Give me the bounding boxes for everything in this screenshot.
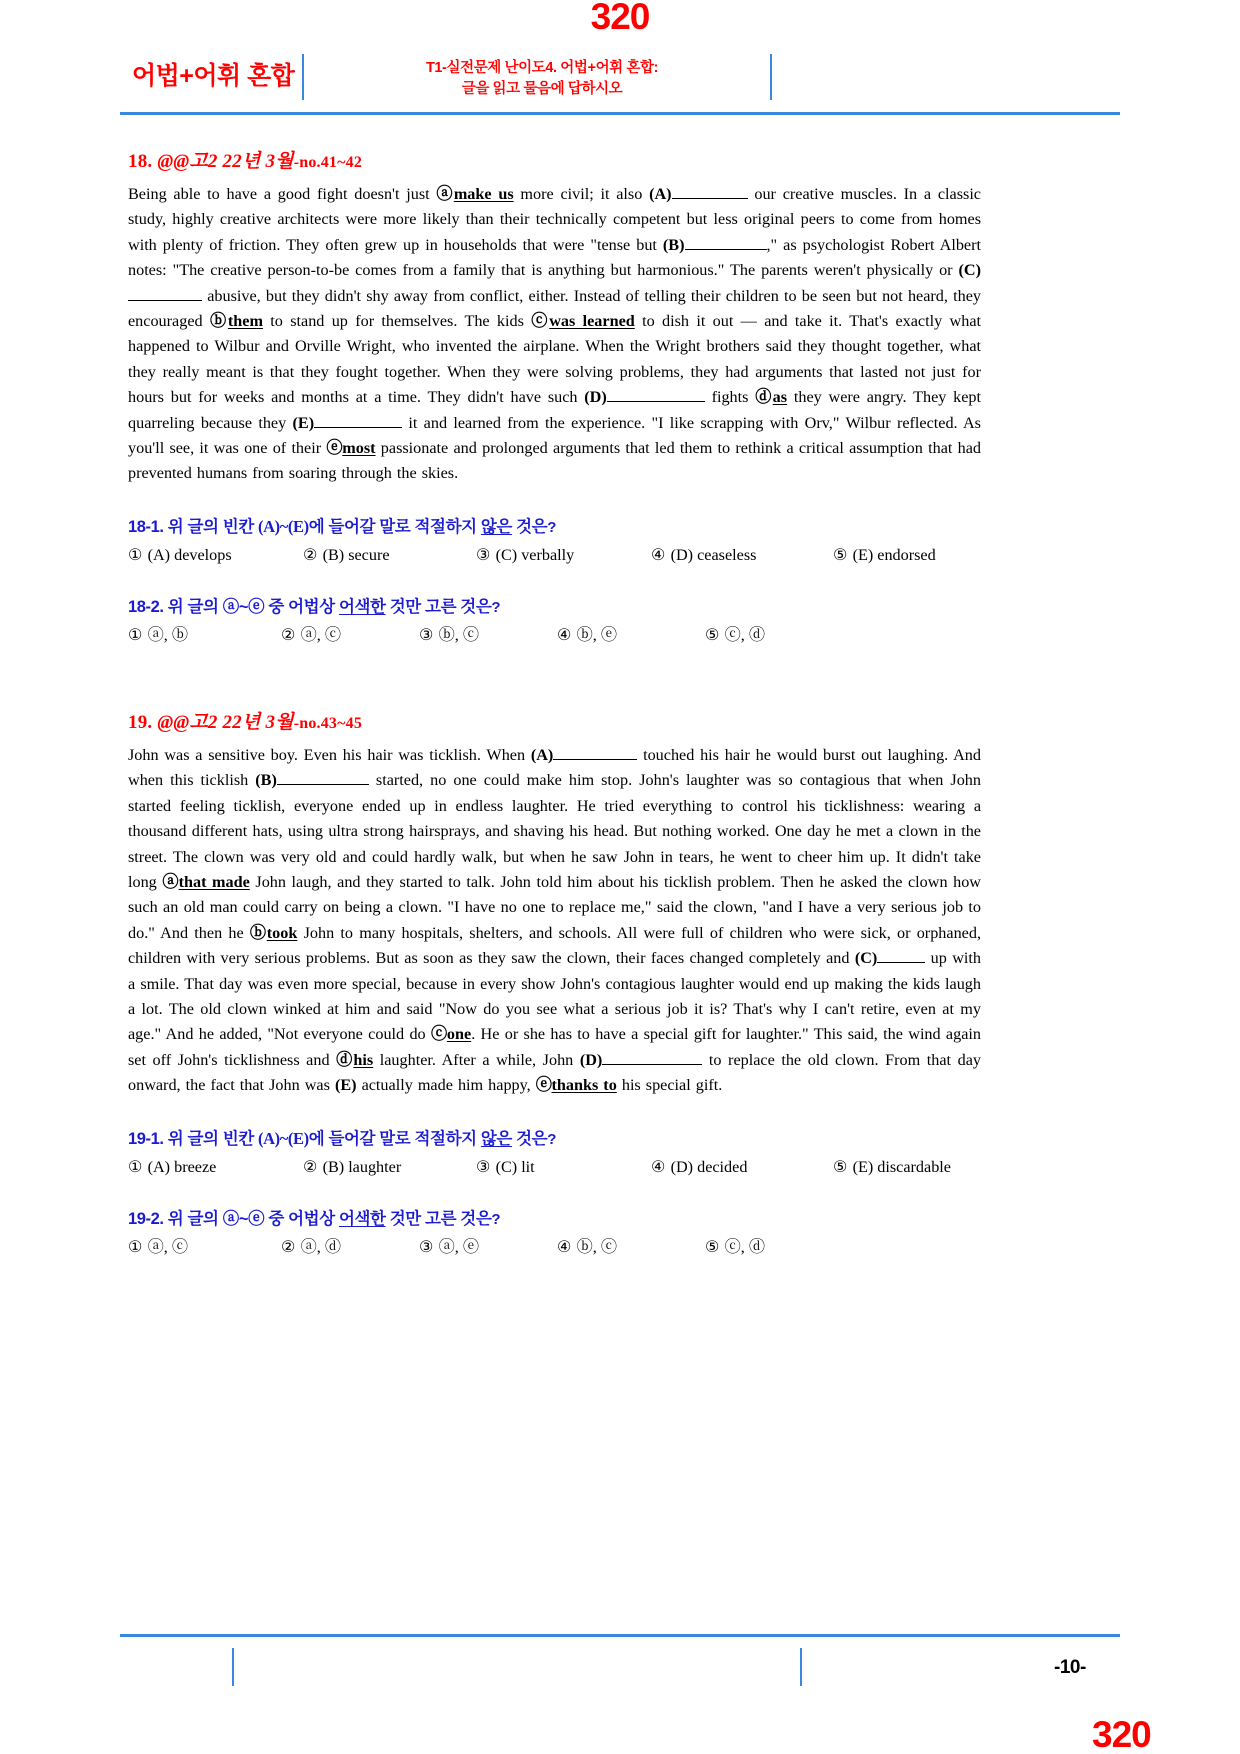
blank-line-E bbox=[314, 427, 402, 428]
circled-marker-d: ⓓ bbox=[336, 1050, 354, 1069]
subquestion-19-1-title bbox=[128, 1125, 981, 1149]
blank-label-D: (D) bbox=[584, 388, 607, 407]
choice-text: ceaseless bbox=[697, 545, 757, 564]
choice-number: ③ bbox=[476, 545, 492, 564]
subquestion-18-2-choices bbox=[128, 623, 981, 647]
subquestion-19-2 bbox=[128, 1205, 981, 1259]
blank-label-D: (D) bbox=[579, 1050, 603, 1069]
prompt-question-mark: ? bbox=[491, 598, 501, 616]
passage-text: to stand up for themselves. The kids bbox=[262, 312, 532, 331]
underlined-a: make us bbox=[453, 185, 514, 203]
choice-text: ⓑ, ⓔ bbox=[576, 625, 618, 644]
header-title-line2: 글을 읽고 물음에 답하시오 bbox=[461, 81, 623, 97]
choice-option[interactable] bbox=[128, 623, 281, 647]
choice-text: ⓑ, ⓒ bbox=[438, 625, 480, 644]
choice-text: ⓐ, ⓑ bbox=[147, 625, 189, 644]
circled-marker-a: ⓐ bbox=[436, 185, 454, 203]
choice-label: (E) bbox=[852, 1157, 874, 1176]
passage-text: . He or she has to have a special gift for laughter." This said, the wind again set off John's ticklishness and bbox=[128, 1025, 981, 1069]
choice-number: ③ bbox=[476, 1157, 492, 1176]
choice-option[interactable] bbox=[303, 1155, 476, 1179]
subquestion-18-1 bbox=[128, 513, 981, 567]
content-body bbox=[128, 146, 981, 1259]
blank-line-A bbox=[553, 759, 637, 760]
blank-line-B bbox=[685, 249, 767, 250]
circled-marker-c: ⓒ bbox=[531, 312, 550, 331]
choice-option[interactable] bbox=[651, 1155, 833, 1179]
choice-text: ⓐ, ⓒ bbox=[300, 625, 342, 644]
section-19-number: 19. bbox=[128, 711, 153, 733]
blank-label-B: (B) bbox=[662, 235, 685, 254]
choice-number: ② bbox=[281, 625, 297, 644]
passage-text: John laugh, and they started to talk. John told him about his ticklish problem. Then he asked the clown how such an old man could carry on being a clown. "I have no one to replace me," said the clown, "and I have a very serious job to do." And then he bbox=[128, 872, 981, 942]
section-18-title bbox=[128, 146, 981, 173]
choice-number: ① bbox=[128, 625, 144, 644]
choice-option[interactable] bbox=[833, 1155, 951, 1179]
section-19-title bbox=[128, 707, 981, 734]
passage-text: to dish it out — and take it. That's exactly what happened to Wilbur and Orville Wright, who invented the airplane. When the Wright brothers said they thought together, what they really meant is that they fought together. When they were solving problems, they had arguments that lasted not just for hours but for weeks and months at a time. They didn't have such bbox=[128, 312, 981, 407]
subquestion-18-1-choices bbox=[128, 543, 981, 567]
choice-number: ① bbox=[128, 1157, 144, 1176]
subquestion-19-1 bbox=[128, 1125, 981, 1179]
choice-number: ④ bbox=[557, 1237, 573, 1256]
prompt-part: 것만 고른 것은 bbox=[385, 1209, 492, 1228]
underlined-c: one bbox=[446, 1025, 472, 1044]
choice-number: ⑤ bbox=[705, 625, 721, 644]
prompt-part: 에 들어갈 말로 적절하지 bbox=[308, 1129, 481, 1148]
header-divider-right bbox=[770, 54, 772, 100]
page-label: -10- bbox=[1054, 1657, 1086, 1678]
header-title bbox=[322, 58, 762, 100]
header-category-label: 어법+어휘 혼합 bbox=[132, 62, 295, 90]
section-19-source: @@고2 22년 3월 bbox=[157, 711, 294, 733]
subquestion-18-2-title bbox=[128, 593, 981, 617]
subquestion-id: 18-1. bbox=[128, 517, 164, 536]
subquestion-id: 19-1. bbox=[128, 1129, 164, 1148]
choice-text: lit bbox=[521, 1157, 535, 1176]
choice-text: breeze bbox=[174, 1157, 217, 1176]
passage-text: our creative muscles. In a classic study, highly creative architects were more likely than their technically competent but less original peers to come from homes with plenty of friction. They often grew up in households that were "tense but bbox=[128, 185, 981, 254]
choice-label: (C) bbox=[495, 545, 518, 564]
circled-marker-b: ⓑ bbox=[249, 923, 267, 942]
underlined-c: was learned bbox=[549, 312, 635, 331]
subquestion-id: 19-2. bbox=[128, 1209, 164, 1228]
choice-option[interactable] bbox=[476, 1155, 651, 1179]
blank-line-C bbox=[877, 962, 925, 963]
circled-marker-e: ⓔ bbox=[535, 1076, 552, 1095]
subquestion-id: 18-2. bbox=[128, 597, 164, 616]
blank-line-D bbox=[607, 401, 705, 402]
choice-number: ① bbox=[128, 1237, 144, 1256]
blank-line-D bbox=[602, 1064, 702, 1065]
blank-label-E: (E) bbox=[292, 413, 315, 432]
choice-option[interactable] bbox=[833, 543, 936, 567]
header-rule bbox=[120, 112, 1120, 115]
underlined-b: took bbox=[266, 923, 298, 942]
choice-text: ⓑ, ⓒ bbox=[576, 1237, 618, 1256]
subquestion-19-2-title bbox=[128, 1205, 981, 1229]
prompt-part: 것은 bbox=[511, 1129, 548, 1148]
passage-text: touched his hair he would burst out laughing. And when this ticklish bbox=[128, 745, 981, 790]
section-18-source: @@고2 22년 3월 bbox=[157, 151, 294, 172]
section-spacer bbox=[128, 647, 981, 707]
choice-text: discardable bbox=[877, 1157, 951, 1176]
passage-text: laughter. After a while, John bbox=[373, 1050, 580, 1069]
blank-label-A: (A) bbox=[649, 185, 672, 203]
prompt-part: 것은 bbox=[511, 517, 548, 536]
choice-option[interactable] bbox=[557, 623, 705, 647]
passage-text: actually made him happy, bbox=[356, 1076, 536, 1095]
choice-option[interactable] bbox=[303, 543, 476, 567]
section-18-number: 18. bbox=[128, 151, 153, 172]
passage-text: passionate and prolonged arguments that led them to rethink a critical assumption that had prevented humans from soaring through the skies. bbox=[128, 439, 981, 483]
header-divider-left bbox=[302, 54, 304, 100]
passage-text: his special gift. bbox=[616, 1076, 723, 1095]
blank-line-B bbox=[277, 784, 369, 785]
choice-number: ⑤ bbox=[705, 1237, 721, 1256]
section-19-passage bbox=[128, 743, 981, 1099]
subquestion-18-1-title bbox=[128, 513, 981, 537]
prompt-question-mark: ? bbox=[547, 1130, 556, 1148]
choice-option[interactable] bbox=[281, 623, 419, 647]
circled-marker-a: ⓐ bbox=[162, 872, 179, 891]
prompt-part: 위 글의 bbox=[167, 1209, 223, 1228]
choice-text: develops bbox=[174, 545, 232, 564]
prompt-part: 위 글의 빈칸 bbox=[167, 1129, 259, 1148]
circled-marker-d: ⓓ bbox=[755, 388, 773, 407]
choice-option[interactable] bbox=[557, 1235, 705, 1259]
section-19 bbox=[128, 707, 981, 1259]
prompt-part: 중 어법상 bbox=[264, 1209, 339, 1228]
underlined-d: as bbox=[772, 388, 788, 407]
choice-text: ⓒ, ⓓ bbox=[724, 1237, 766, 1256]
choice-text: ⓐ, ⓓ bbox=[300, 1237, 342, 1256]
prompt-range: (A)~(E) bbox=[258, 1128, 309, 1148]
choice-number: ② bbox=[303, 1157, 319, 1176]
choice-option[interactable] bbox=[281, 1235, 419, 1259]
choice-label: (B) bbox=[322, 545, 345, 564]
choice-option[interactable] bbox=[419, 623, 557, 647]
footer-divider-right bbox=[800, 1648, 802, 1686]
choice-text: decided bbox=[697, 1157, 748, 1176]
prompt-range: ⓐ~ⓔ bbox=[222, 1209, 265, 1228]
passage-text: to replace the old clown. From that day onward, the fact that John was bbox=[128, 1050, 981, 1095]
circled-marker-b: ⓑ bbox=[209, 312, 228, 331]
choice-option[interactable] bbox=[705, 623, 765, 647]
choice-text: ⓐ, ⓔ bbox=[438, 1237, 480, 1256]
underlined-e: most bbox=[342, 439, 376, 458]
choice-number: ③ bbox=[419, 625, 435, 644]
choice-option[interactable] bbox=[128, 1155, 303, 1179]
subquestion-18-2 bbox=[128, 593, 981, 647]
choice-label: (B) bbox=[322, 1157, 345, 1176]
choice-option[interactable] bbox=[419, 1235, 557, 1259]
prompt-range: (A)~(E) bbox=[258, 516, 309, 536]
underlined-b: them bbox=[227, 312, 263, 331]
prompt-part: 위 글의 빈칸 bbox=[167, 517, 259, 536]
prompt-part: 위 글의 bbox=[167, 597, 223, 616]
choice-text: verbally bbox=[521, 545, 575, 564]
choice-label: (A) bbox=[147, 545, 171, 564]
prompt-negation: 않은 bbox=[480, 1129, 512, 1148]
prompt-negation: 않은 bbox=[480, 517, 512, 536]
passage-text: they were angry. They kept quarreling because they bbox=[128, 388, 982, 432]
choice-number: ④ bbox=[651, 545, 667, 564]
passage-text: John to many hospitals, shelters, and schools. All were full of children who were sick, or orphaned, children with very serious problems. But as soon as they saw the clown, their faces changed completely and bbox=[128, 923, 981, 968]
prompt-question-mark: ? bbox=[491, 1210, 501, 1228]
choice-label: (D) bbox=[670, 1157, 694, 1176]
choice-number: ⑤ bbox=[833, 1157, 849, 1176]
choice-text: ⓐ, ⓒ bbox=[147, 1237, 189, 1256]
choice-label: (E) bbox=[852, 545, 874, 564]
blank-label-C: (C) bbox=[958, 261, 981, 280]
blank-label-A: (A) bbox=[530, 745, 554, 764]
blank-line-A bbox=[672, 198, 748, 199]
choice-text: endorsed bbox=[877, 545, 936, 564]
passage-text: more civil; it also bbox=[513, 185, 650, 203]
choice-number: ① bbox=[128, 545, 144, 564]
blank-line-C bbox=[128, 300, 202, 301]
underlined-a: that made bbox=[178, 872, 250, 891]
subquestion-19-2-choices bbox=[128, 1235, 981, 1259]
passage-text: fights bbox=[704, 388, 756, 407]
bottom-page-number: 320 bbox=[1092, 1714, 1151, 1754]
circled-marker-c: ⓒ bbox=[430, 1025, 447, 1044]
footer-rule bbox=[120, 1634, 1120, 1637]
choice-number: ⑤ bbox=[833, 545, 849, 564]
section-18-source-suffix: -no.41~42 bbox=[293, 154, 363, 171]
choice-label: (C) bbox=[495, 1157, 518, 1176]
passage-text: started, no one could make him stop. John's laughter was so contagious that when John started feeling ticklish, everyone ended up in endless laughter. He tried everything to control his ticklishness: wearing a thousand different hats, using ultra strong hairsprays, and shaving his head. But nothing worked. One day he met a clown in the street. The clown was very old and could hardly walk, but when he saw John in tears, he went to cheer him up. It didn't take long bbox=[128, 771, 981, 891]
blank-label-B: (B) bbox=[255, 771, 277, 790]
choice-label: (A) bbox=[147, 1157, 171, 1176]
prompt-negation: 어색한 bbox=[338, 1209, 386, 1228]
choice-label: (D) bbox=[670, 545, 694, 564]
choice-number: ④ bbox=[651, 1157, 667, 1176]
passage-text: abusive, but they didn't shy away from conflict, either. Instead of telling their children to be seen but not heard, they encouraged bbox=[128, 286, 981, 331]
choice-option[interactable] bbox=[651, 543, 833, 567]
section-18-passage bbox=[128, 182, 981, 487]
choice-text: secure bbox=[348, 545, 390, 564]
choice-text: laughter bbox=[348, 1157, 402, 1176]
prompt-range: ⓐ~ⓔ bbox=[222, 597, 265, 616]
top-page-number: 320 bbox=[590, 0, 650, 37]
passage-text: up with a smile. That day was even more special, because in every show John's contagious laughter would end up making the kids laugh a lot. The old clown winked at him and said "Now do you see what a serious job it is? That's why I can't retire, even at my age." And he added, "Not everyone could do bbox=[128, 949, 981, 1044]
passage-text: it and learned from the experience. "I like scrapping with Orv," Wilbur reflected. As you'll see, it was one of their bbox=[128, 413, 981, 458]
footer-divider-left bbox=[232, 1648, 234, 1686]
choice-number: ③ bbox=[419, 1237, 435, 1256]
page-header bbox=[132, 52, 1108, 110]
blank-label-C: (C) bbox=[854, 949, 878, 968]
passage-text: Being able to have a good fight doesn't just bbox=[128, 185, 437, 203]
choice-number: ② bbox=[303, 545, 319, 564]
prompt-negation: 어색한 bbox=[338, 597, 386, 616]
choice-number: ② bbox=[281, 1237, 297, 1256]
choice-option[interactable] bbox=[705, 1235, 765, 1259]
choice-number: ④ bbox=[557, 625, 573, 644]
prompt-part: 에 들어갈 말로 적절하지 bbox=[308, 517, 481, 536]
blank-label-E: (E) bbox=[334, 1076, 357, 1095]
choice-option[interactable] bbox=[128, 1235, 281, 1259]
choice-option[interactable] bbox=[128, 543, 303, 567]
section-19-source-suffix: -no.43~45 bbox=[293, 714, 363, 732]
circled-marker-e: ⓔ bbox=[326, 439, 343, 458]
prompt-part: 것만 고른 것은 bbox=[385, 597, 492, 616]
underlined-e: thanks to bbox=[551, 1076, 617, 1095]
header-title-line1: T1-실전문제 난이도4. 어법+어휘 혼합: bbox=[425, 60, 659, 76]
underlined-d: his bbox=[353, 1050, 374, 1069]
passage-text: ," as psychologist Robert Albert notes: "The creative person-to-be comes from a family that is anything but harmonious." The parents weren't physically or bbox=[128, 235, 981, 280]
passage-text: John was a sensitive boy. Even his hair was ticklish. When bbox=[128, 745, 531, 764]
subquestion-19-1-choices bbox=[128, 1155, 981, 1179]
choice-text: ⓒ, ⓓ bbox=[724, 625, 766, 644]
prompt-question-mark: ? bbox=[547, 518, 556, 536]
choice-option[interactable] bbox=[476, 543, 651, 567]
prompt-part: 중 어법상 bbox=[264, 597, 339, 616]
section-18 bbox=[128, 146, 981, 647]
